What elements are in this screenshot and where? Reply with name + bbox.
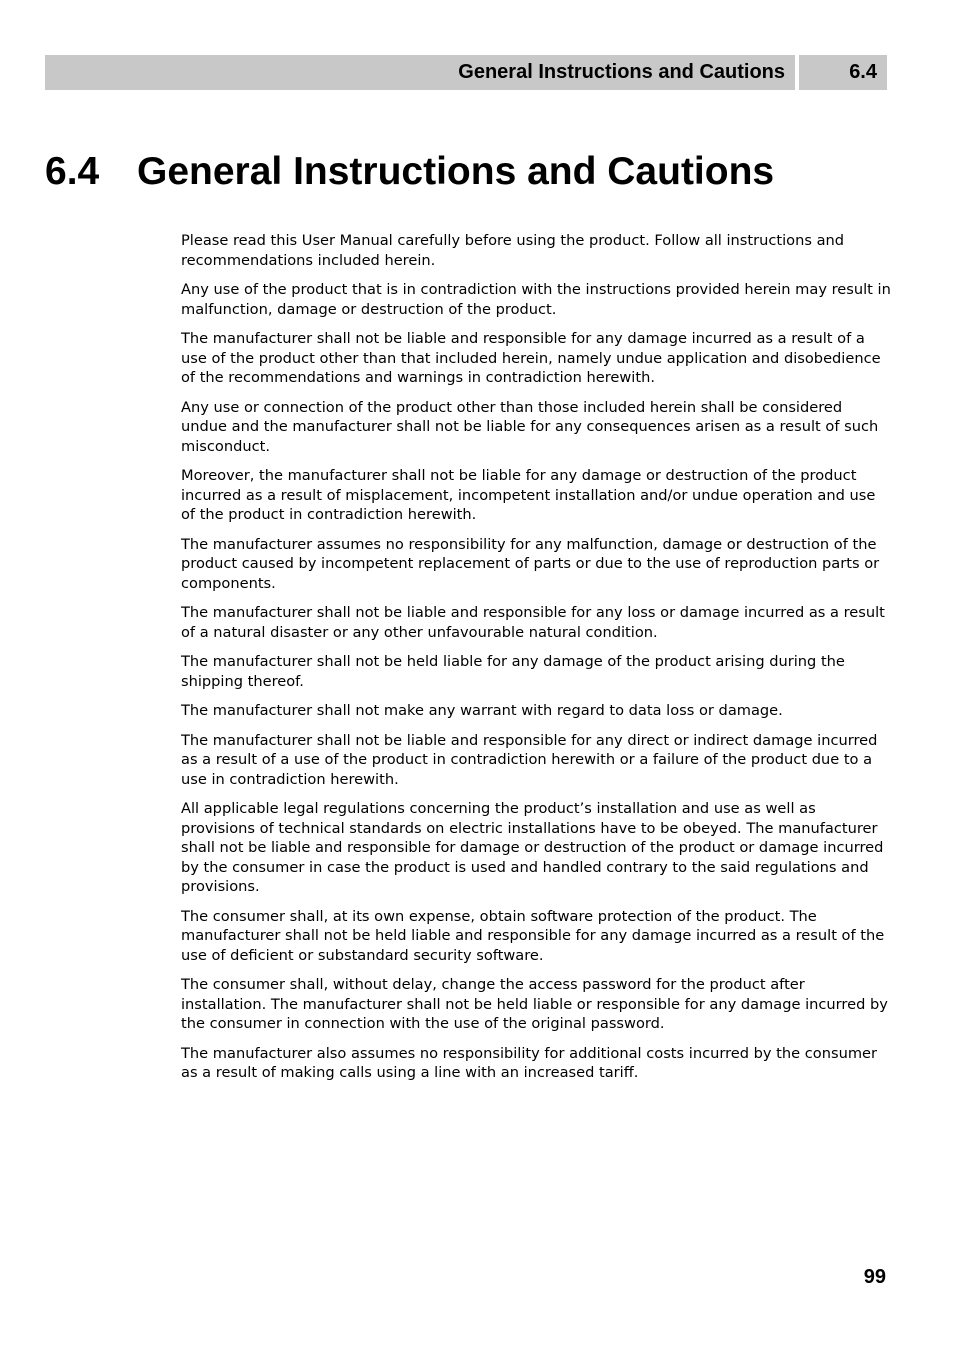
paragraph: The manufacturer shall not be liable and responsible for any damage incurred as a result of a use of the product other than that included herein, namely undue application and disobedience of the recommendations and warnings in contradiction herewith. <box>181 330 881 386</box>
paragraph: Moreover, the manufacturer shall not be liable for any damage or destruction of the product incurred as a result of misplacement, incompetent installation and/or undue operation and use of the product in contradiction herewith. <box>181 467 876 523</box>
page-number: 99 <box>863 1266 886 1288</box>
running-header <box>45 55 887 90</box>
paragraph: The manufacturer shall not be liable and responsible for any direct or indirect damage incurred as a result of a use of the product in contradiction herewith or a failure of the product due to a use in contradiction herewith. <box>181 731 878 788</box>
paragraph: The manufacturer also assumes no responsibility for additional costs incurred by the consumer as a result of making calls using a line with an increased tariff. <box>181 1044 878 1081</box>
paragraph: Any use of the product that is in contradiction with the instructions provided herein may result in malfunction, damage or destruction of the product. <box>181 281 891 318</box>
section-number: 6.4 <box>45 150 100 193</box>
running-header-section-number: 6.4 <box>799 55 887 90</box>
paragraph: The manufacturer shall not be liable and responsible for any loss or damage incurred as a result of a natural disaster or any other unfavourable natural condition. <box>181 604 885 641</box>
section-heading <box>45 148 774 196</box>
running-header-title: General Instructions and Cautions <box>45 55 795 90</box>
paragraph: The consumer shall, without delay, change the access password for the product after installation. The manufacturer shall not be held liable or responsible for any damage incurred by the consumer in connection with the use of the original password. <box>181 976 888 1032</box>
paragraph: The consumer shall, at its own expense, obtain software protection of the product. The manufacturer shall not be held liable and responsible for any damage incurred as a result of the use of deficient or substandard security software. <box>181 907 885 964</box>
paragraph: Any use or connection of the product other than those included herein shall be considered undue and the manufacturer shall not be liable for any consequences arisen as a result of such misconduct. <box>181 398 879 455</box>
paragraph: Please read this User Manual carefully before using the product. Follow all instructions and recommendations included herein. <box>181 232 845 269</box>
paragraph: The manufacturer shall not make any warrant with regard to data loss or damage. <box>181 702 783 719</box>
paragraph: The manufacturer assumes no responsibility for any malfunction, damage or destruction of the product caused by incompetent replacement of parts or due to the use of reproduction parts or components. <box>181 535 880 592</box>
paragraph: All applicable legal regulations concerning the product’s installation and use as well as provisions of technical standards on electric installations have to be obeyed. The manufacturer shall not be liable and responsible for damage or destruction of the product or damage incurred by the consumer in case the product is used and handled contrary to the said regulations and provisions. <box>181 800 884 895</box>
section-title: General Instructions and Cautions <box>137 150 775 193</box>
body-text <box>181 231 891 1093</box>
paragraph: The manufacturer shall not be held liable for any damage of the product arising during the shipping thereof. <box>181 653 845 690</box>
